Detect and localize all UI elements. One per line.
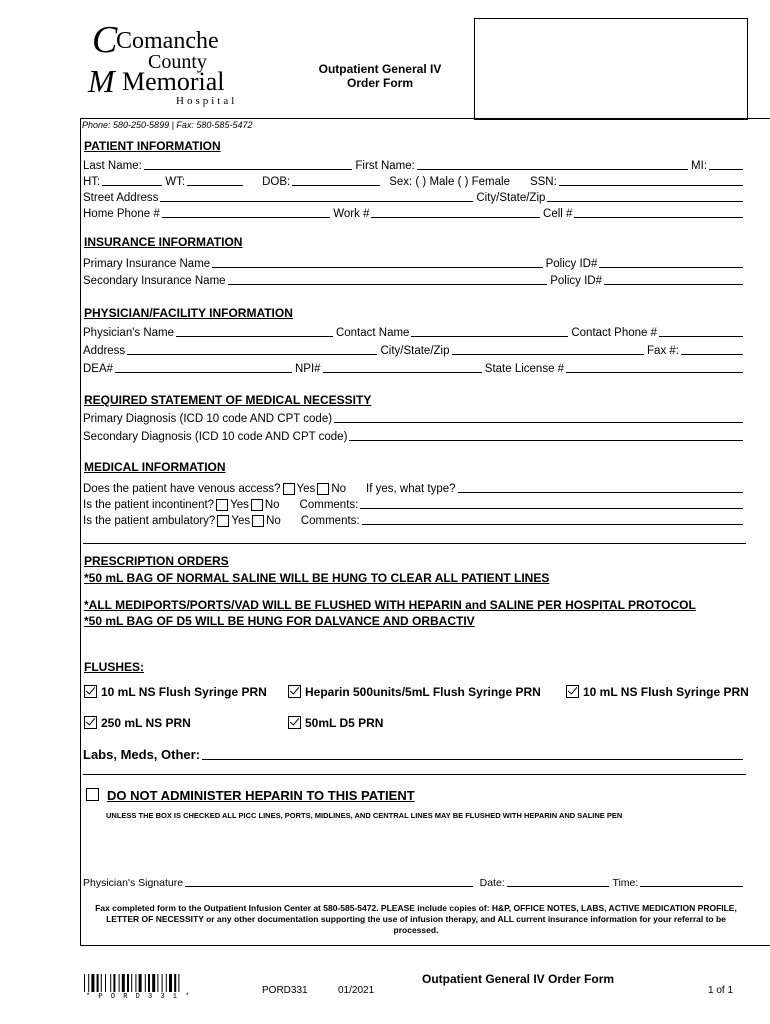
- secondary-insurance-label: Secondary Insurance Name: [83, 275, 226, 287]
- divider-medical: [83, 543, 746, 544]
- flush-option-5[interactable]: [288, 716, 383, 730]
- primary-diagnosis-field[interactable]: [334, 411, 743, 423]
- form-title-line1: Outpatient General IV: [318, 62, 442, 76]
- time-field[interactable]: [640, 875, 743, 887]
- city-field[interactable]: [547, 190, 743, 202]
- comments1-field[interactable]: [360, 497, 743, 509]
- flushes-heading: FLUSHES:: [84, 660, 144, 674]
- flush-option-4[interactable]: [84, 716, 191, 730]
- patient-heading: PATIENT INFORMATION: [84, 139, 221, 153]
- primary-insurance-label: Primary Insurance Name: [83, 258, 211, 270]
- hospital-logo: [86, 22, 266, 108]
- cell-field[interactable]: [574, 206, 743, 218]
- flush-5-label: 50mL D5 PRN: [305, 716, 384, 730]
- signature-row: [83, 874, 746, 889]
- logo-line4: Hospital: [176, 95, 238, 107]
- labs-row: [83, 747, 746, 762]
- signature-field[interactable]: [185, 875, 473, 887]
- access-type-label: If yes, what type?: [366, 483, 456, 495]
- physician-city-field[interactable]: [452, 343, 645, 355]
- necessity-heading: REQUIRED STATEMENT OF MEDICAL NECESSITY: [84, 393, 372, 407]
- revision-date: 01/2021: [338, 985, 375, 996]
- flush-3-label: 10 mL NS Flush Syringe PRN: [583, 685, 749, 699]
- dea-field[interactable]: [115, 361, 292, 373]
- checked-box-icon[interactable]: [566, 685, 579, 698]
- secondary-diagnosis-label: Secondary Diagnosis (ICD 10 code AND CPT code): [83, 431, 348, 443]
- necessity-row1: [83, 410, 746, 425]
- patient-row3: [83, 189, 746, 204]
- ambulatory-no-label: No: [266, 515, 281, 527]
- license-label: State License #: [484, 363, 565, 375]
- order-line-2: *ALL MEDIPORTS/PORTS/VAD WILL BE FLUSHED WITH HEPARIN and SALINE PER HOSPITAL PROTOCOL: [84, 598, 696, 612]
- necessity-row2: [83, 428, 746, 443]
- physician-city-label: City/State/Zip: [380, 345, 450, 357]
- heparin-title: DO NOT ADMINISTER HEPARIN TO THIS PATIENT: [107, 788, 415, 803]
- medical-row1: [83, 480, 746, 495]
- policy1-label: Policy ID#: [545, 258, 598, 270]
- logo-line1: Comanche: [116, 28, 219, 54]
- checked-box-icon[interactable]: [288, 685, 301, 698]
- insurance-row2: [83, 272, 746, 287]
- checked-box-icon[interactable]: [84, 685, 97, 698]
- secondary-insurance-field[interactable]: [228, 273, 548, 285]
- access-type-field[interactable]: [458, 481, 743, 493]
- patient-row1: [83, 157, 746, 172]
- physician-row1: [83, 324, 746, 339]
- label-box[interactable]: [474, 18, 748, 120]
- last-name-label: Last Name:: [83, 160, 142, 172]
- ssn-field[interactable]: [559, 174, 743, 186]
- labs-label: Labs, Meds, Other:: [83, 747, 201, 762]
- labs-field[interactable]: [202, 748, 743, 760]
- npi-field[interactable]: [323, 361, 482, 373]
- time-label: Time:: [612, 877, 639, 889]
- ambulatory-yes-label: Yes: [231, 515, 251, 527]
- fax-field[interactable]: [681, 343, 743, 355]
- venous-no-checkbox[interactable]: [317, 483, 329, 495]
- incontinent-no-label: No: [264, 499, 280, 511]
- flush-2-label: Heparin 500units/5mL Flush Syringe PRN: [305, 685, 541, 699]
- contact-name-field[interactable]: [411, 325, 568, 337]
- insurance-row1: [83, 255, 746, 270]
- home-phone-field[interactable]: [162, 206, 331, 218]
- incontinent-no-checkbox[interactable]: [251, 499, 263, 511]
- physician-name-label: Physician's Name: [83, 327, 175, 339]
- physician-heading: PHYSICIAN/FACILITY INFORMATION: [84, 306, 293, 320]
- policy2-field[interactable]: [604, 273, 743, 285]
- cell-label: Cell #: [543, 208, 573, 220]
- ht-field[interactable]: [102, 174, 162, 186]
- address-field[interactable]: [127, 343, 377, 355]
- flush-option-3[interactable]: [566, 685, 749, 699]
- flush-option-1[interactable]: [84, 685, 267, 699]
- dob-label: DOB:: [262, 176, 291, 188]
- wt-label: WT:: [165, 176, 186, 188]
- home-phone-label: Home Phone #: [83, 208, 160, 220]
- heparin-checkbox[interactable]: [86, 788, 99, 801]
- insurance-heading: INSURANCE INFORMATION: [84, 235, 243, 249]
- contact-line: Phone: 580-250-5899 | Fax: 580-585-5472: [82, 120, 253, 130]
- heparin-note: UNLESS THE BOX IS CHECKED ALL PICC LINES, PORTS, MIDLINES, AND CENTRAL LINES MAY BE FLUSHED WITH HEPARIN AND SALINE PEN: [106, 811, 623, 820]
- license-field[interactable]: [566, 361, 743, 373]
- barcode-text: * P O R D 3 3 1 *: [86, 993, 192, 1001]
- ht-label: HT:: [83, 176, 101, 188]
- wt-field[interactable]: [187, 174, 243, 186]
- barcode: [84, 974, 212, 994]
- ambulatory-question: Is the patient ambulatory?: [83, 515, 216, 527]
- order-line-1: *50 mL BAG OF NORMAL SALINE WILL BE HUNG TO CLEAR ALL PATIENT LINES: [84, 571, 550, 585]
- flush-4-label: 250 mL NS PRN: [101, 716, 191, 730]
- checked-box-icon[interactable]: [84, 716, 97, 729]
- ambulatory-no-checkbox[interactable]: [252, 515, 264, 527]
- venous-yes-label: Yes: [296, 483, 316, 495]
- order-line-3: *50 mL BAG OF D5 WILL BE HUNG FOR DALVANCE AND ORBACTIV: [84, 614, 475, 628]
- sex-label[interactable]: Sex: ( ) Male ( ) Female: [389, 176, 510, 188]
- page-number: 1 of 1: [708, 985, 734, 996]
- ssn-label: SSN:: [529, 176, 557, 188]
- orders-heading: PRESCRIPTION ORDERS: [84, 554, 229, 568]
- flush-option-2[interactable]: [288, 685, 541, 699]
- mi-label: MI:: [691, 160, 707, 172]
- checked-box-icon[interactable]: [288, 716, 301, 729]
- flush-1-label: 10 mL NS Flush Syringe PRN: [101, 685, 267, 699]
- policy2-label: Policy ID#: [550, 275, 603, 287]
- venous-yes-checkbox[interactable]: [283, 483, 295, 495]
- medical-row2: [83, 496, 746, 511]
- signature-label: Physician's Signature: [83, 877, 184, 889]
- form-title-line2: Order Form: [346, 76, 413, 90]
- mi-field[interactable]: [709, 158, 743, 170]
- primary-diagnosis-label: Primary Diagnosis (ICD 10 code AND CPT code): [83, 413, 333, 425]
- venous-question: Does the patient have venous access?: [83, 483, 281, 495]
- address-label: Address: [83, 345, 126, 357]
- ambulatory-yes-checkbox[interactable]: [217, 515, 229, 527]
- venous-no-label: No: [331, 483, 347, 495]
- policy1-field[interactable]: [599, 256, 743, 268]
- footer-title: Outpatient General IV Order Form: [422, 972, 615, 986]
- patient-row2: [83, 173, 746, 188]
- incontinent-yes-label: Yes: [230, 499, 249, 511]
- contact-phone-field[interactable]: [659, 325, 743, 337]
- patient-row4: [83, 205, 746, 220]
- dea-label: DEA#: [83, 363, 114, 375]
- street-label: Street Address: [83, 192, 159, 204]
- npi-label: NPI#: [294, 363, 321, 375]
- contact-phone-label: Contact Phone #: [571, 327, 658, 339]
- city-label: City/State/Zip: [476, 192, 546, 204]
- fax-instructions: Fax completed form to the Outpatient Infusion Center at 580-585-5472. PLEASE include copies of: H&P, OFFICE NOTES, LABS, ACTIVE MEDICATION PROFILE, LETTER OF NECESSITY or any other documentation supporting the use of infusion therapy, and ALL current insurance information for your referral to be processed.: [95, 903, 737, 935]
- first-name-label: First Name:: [355, 160, 415, 172]
- comments2-label: Comments:: [300, 515, 360, 527]
- incontinent-question: Is the patient incontinent?: [83, 499, 215, 511]
- street-field[interactable]: [160, 190, 473, 202]
- work-label: Work #: [333, 208, 370, 220]
- comments2-field[interactable]: [362, 513, 743, 525]
- comments1-label: Comments:: [299, 499, 359, 511]
- work-field[interactable]: [371, 206, 540, 218]
- date-field[interactable]: [507, 875, 610, 887]
- divider-flushes: [83, 774, 746, 775]
- form-code: PORD331: [262, 985, 308, 996]
- logo-m: M: [88, 63, 115, 99]
- medical-heading: MEDICAL INFORMATION: [84, 460, 226, 474]
- secondary-diagnosis-field[interactable]: [349, 429, 743, 441]
- logo-line2: County: [148, 51, 207, 73]
- logo-c: C: [92, 22, 118, 61]
- physician-row2: [83, 342, 746, 357]
- primary-insurance-field[interactable]: [212, 256, 542, 268]
- last-name-field[interactable]: [144, 158, 353, 170]
- contact-name-label: Contact Name: [335, 327, 410, 339]
- physician-name-field[interactable]: [176, 325, 333, 337]
- date-label: Date:: [479, 877, 505, 889]
- incontinent-yes-checkbox[interactable]: [216, 499, 228, 511]
- first-name-field[interactable]: [417, 158, 688, 170]
- fax-label: Fax #:: [647, 345, 679, 357]
- heparin-row: [84, 788, 415, 803]
- dob-field[interactable]: [292, 174, 380, 186]
- physician-row3: [83, 360, 746, 375]
- medical-row3: [83, 512, 746, 527]
- form-title: [300, 62, 460, 90]
- logo-line3: Memorial: [122, 67, 225, 96]
